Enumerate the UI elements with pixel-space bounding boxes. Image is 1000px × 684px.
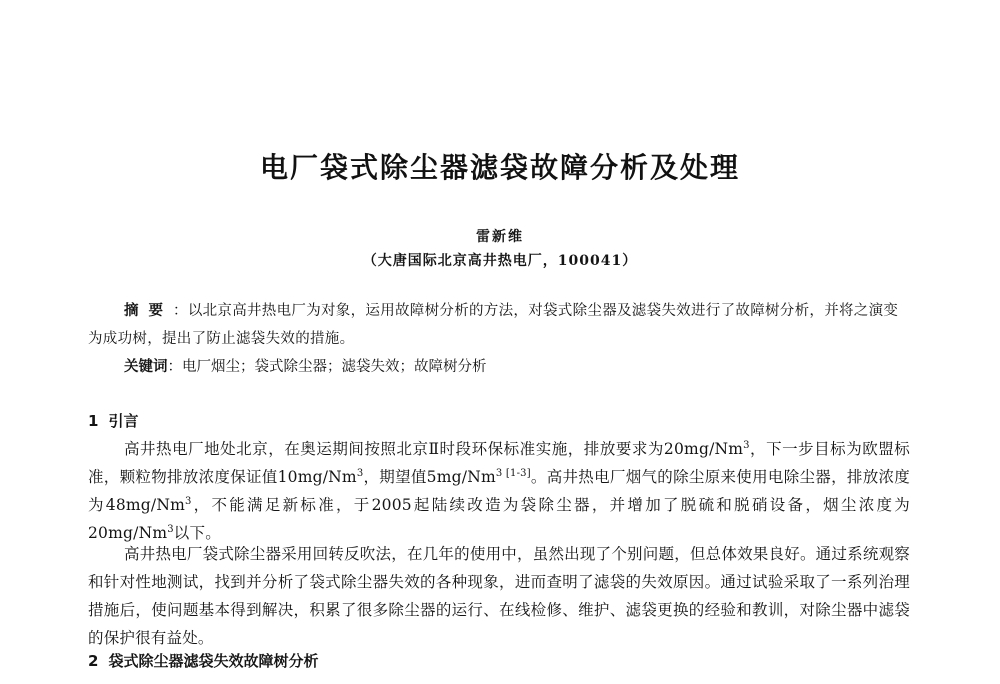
section-1-number: 1	[88, 412, 99, 430]
author-name: 雷新维	[476, 229, 524, 245]
p1-sup-c: 3 [1-3]	[495, 467, 531, 479]
p1-text-d: 。高井热电厂烟气的除尘原来使用电除尘器，排放浓度为48mg/Nm	[88, 468, 910, 514]
section-2-heading	[88, 650, 318, 671]
keywords-label: 关键词	[124, 358, 168, 375]
p1-sup-a: 3	[743, 439, 750, 451]
keywords-sep: ：	[167, 359, 182, 375]
abstract-label: 摘要	[124, 302, 173, 319]
keywords-text: 电厂烟尘；袋式除尘器；滤袋失效；故障树分析	[182, 359, 487, 375]
section-2-number: 2	[88, 652, 99, 670]
author-affiliation: （大唐国际北京高井热电厂，100041）	[362, 253, 638, 269]
intro-paragraph-1	[88, 435, 910, 547]
abstract-sep: ：	[173, 303, 188, 319]
section-1-title: 引言	[108, 412, 139, 430]
p1-text-e: ，不能满足新标准，于2005起陆续改造为袋除尘器，并增加了脱硫和脱硝设备，烟尘浓度为20mg/Nm	[88, 496, 910, 542]
abstract-text: 以北京高井热电厂为对象，运用故障树分析的方法，对袋式除尘器及滤袋失效进行了故障树分析，并将之演变为成功树，提出了防止滤袋失效的措施。	[88, 303, 899, 347]
p1-text-b: ，下一步目标为欧盟标准，颗粒物排放浓度保证值10mg/Nm	[88, 440, 910, 486]
section-1-heading	[88, 410, 138, 431]
p1-sup-e: 3	[167, 523, 174, 535]
keywords	[124, 353, 914, 381]
paper-title: 电厂袋式除尘器滤袋故障分析及处理	[259, 151, 740, 184]
p1-text-a: 高井热电厂地处北京，在奥运期间按照北京Ⅱ时段环保标准实施，排放要求为20mg/Nm	[124, 440, 744, 458]
section-2-title: 袋式除尘器滤袋失效故障树分析	[108, 652, 319, 670]
intro-paragraph-2: 高井热电厂袋式除尘器采用回转反吹法，在几年的使用中，虽然出现了个别问题，但总体效果良好。通过系统观察和针对性地测试，找到并分析了袋式除尘器失效的各种现象，进而查明了滤袋的失效原因。通过试验采取了一系列治理措施后，使问题基本得到解决，积累了很多除尘器的运行、在线检修、维护、滤袋更换的经验和教训，对除尘器中滤袋的保护很有益处。	[88, 545, 910, 647]
p1-sup-d: 3	[185, 495, 192, 507]
p1-text-c: ，期望值5mg/Nm	[363, 468, 496, 486]
p1-text-f: 以下。	[173, 524, 221, 542]
p1-sup-b: 3	[356, 467, 364, 479]
abstract	[88, 297, 910, 353]
